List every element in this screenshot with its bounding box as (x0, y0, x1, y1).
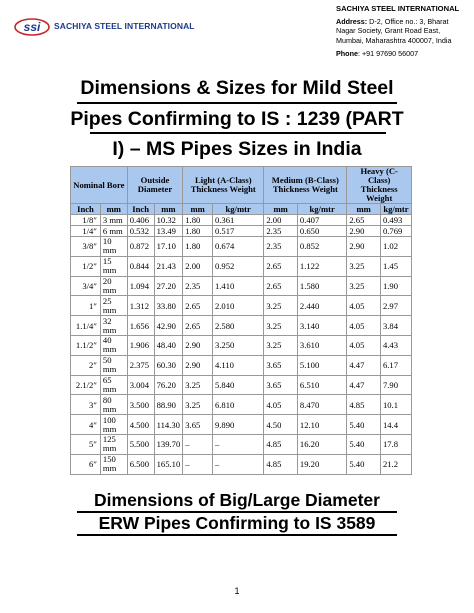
phone-value: : +91 97690 56007 (357, 48, 419, 58)
title-underline-1 (77, 102, 397, 104)
unit-header: kg/mtr (297, 204, 346, 215)
table-cell: 1.410 (212, 276, 263, 296)
logo-text: SACHIYA STEEL INTERNATIONAL (54, 21, 195, 31)
table-cell: 9.890 (212, 415, 263, 435)
table-cell: 2.97 (380, 296, 411, 316)
table-cell: 1.02 (380, 237, 411, 257)
header-outside-diameter: Outside Diameter (127, 167, 183, 204)
phone-row (336, 49, 471, 58)
table-cell: 2.65 (264, 276, 298, 296)
table-cell: 17.8 (380, 434, 411, 454)
table-cell: 1.90 (380, 276, 411, 296)
logo-mark-text: ssi (23, 20, 41, 34)
table-row (71, 415, 412, 435)
table-cell: 27.20 (154, 276, 183, 296)
table-cell: – (212, 434, 263, 454)
table-cell: 21.2 (380, 454, 411, 474)
table-cell: 88.90 (154, 395, 183, 415)
table-cell: 17.10 (154, 237, 183, 257)
table-cell: 3.25 (264, 335, 298, 355)
table-cell: 4.110 (212, 355, 263, 375)
unit-header: mm (264, 204, 298, 215)
table-cell: 1/4″ (71, 226, 101, 237)
table-cell: 3.65 (264, 375, 298, 395)
table-cell: 16.20 (297, 434, 346, 454)
table-row (71, 276, 412, 296)
table-cell: 0.532 (127, 226, 154, 237)
unit-header: mm (183, 204, 213, 215)
table-cell: 1.80 (183, 226, 213, 237)
table-cell: 3.25 (347, 256, 381, 276)
table-cell: 1.1/4″ (71, 316, 101, 336)
ssi-logo-icon (14, 16, 50, 38)
header-medium-class: Medium (B-Class) Thickness Weight (264, 167, 347, 204)
unit-header: mm (154, 204, 183, 215)
table-cell: 114.30 (154, 415, 183, 435)
table-cell: 10 mm (100, 237, 127, 257)
table-cell: 3.610 (297, 335, 346, 355)
table-cell: 2.010 (212, 296, 263, 316)
table-cell: 4.05 (264, 395, 298, 415)
table-cell: 4.47 (347, 355, 381, 375)
unit-header: kg/mtr (212, 204, 263, 215)
section-heading-line-2: ERW Pipes Confirming to IS 3589 (98, 513, 376, 533)
table-cell: 1.80 (183, 215, 213, 226)
table-cell: 4.47 (347, 375, 381, 395)
table-cell: 2.35 (183, 276, 213, 296)
table-cell: 42.90 (154, 316, 183, 336)
table-cell: 0.952 (212, 256, 263, 276)
table-cell: 150 mm (100, 454, 127, 474)
table-cell: 3″ (71, 395, 101, 415)
address-label: Address: (336, 17, 368, 27)
table-cell: 165.10 (154, 454, 183, 474)
title-underline-2 (90, 132, 386, 134)
table-cell: 65 mm (100, 375, 127, 395)
table-cell: 3.250 (212, 335, 263, 355)
table-cell: – (183, 434, 213, 454)
table-cell: 2.375 (127, 355, 154, 375)
table-cell: 6.810 (212, 395, 263, 415)
table-cell: 2.65 (347, 215, 381, 226)
table-cell: 33.80 (154, 296, 183, 316)
table-cell: 2.65 (264, 256, 298, 276)
unit-header: Inch (127, 204, 154, 215)
address-line-1: D-2, Office no.: 3, Bharat (367, 17, 449, 27)
table-row (71, 355, 412, 375)
table-row (71, 237, 412, 257)
table-cell: 5.840 (212, 375, 263, 395)
table-cell: 139.70 (154, 434, 183, 454)
table-cell: 6.17 (380, 355, 411, 375)
table-cell: 80 mm (100, 395, 127, 415)
table-cell: 1.1/2″ (71, 335, 101, 355)
company-logo (14, 16, 195, 38)
table-cell: 3.004 (127, 375, 154, 395)
address-line-2: Nagar Society, Grant Road East, (336, 26, 441, 36)
table-cell: 4″ (71, 415, 101, 435)
table-cell: 2″ (71, 355, 101, 375)
table-cell: 1.656 (127, 316, 154, 336)
table-cell: 21.43 (154, 256, 183, 276)
table-cell: 1/8″ (71, 215, 101, 226)
table-cell: 0.493 (380, 215, 411, 226)
page-title-line-2: Pipes Confirming to IS : 1239 (PART (70, 108, 404, 130)
page-number: 1 (234, 586, 240, 596)
table-cell: 4.500 (127, 415, 154, 435)
header-light-class: Light (A-Class) Thickness Weight (183, 167, 264, 204)
table-cell: 2.35 (264, 226, 298, 237)
table-row (71, 215, 412, 226)
table-row (71, 395, 412, 415)
table-cell: 2.00 (264, 215, 298, 226)
table-row (71, 335, 412, 355)
table-cell: 4.85 (347, 395, 381, 415)
table-cell: 0.361 (212, 215, 263, 226)
table-cell: 4.43 (380, 335, 411, 355)
table-cell: 4.85 (264, 434, 298, 454)
table-cell: 2.65 (183, 316, 213, 336)
table-cell: 50 mm (100, 355, 127, 375)
table-cell: 2.1/2″ (71, 375, 101, 395)
table-cell: 6.510 (297, 375, 346, 395)
table-cell: 5.40 (347, 415, 381, 435)
table-cell: 15 mm (100, 256, 127, 276)
page-title-line-1: Dimensions & Sizes for Mild Steel (80, 77, 394, 99)
table-row (71, 316, 412, 336)
table-cell: 3.25 (347, 276, 381, 296)
table-cell: 1.45 (380, 256, 411, 276)
table-cell: 0.844 (127, 256, 154, 276)
table-cell: 0.769 (380, 226, 411, 237)
table-cell: 1.580 (297, 276, 346, 296)
table-cell: 5.500 (127, 434, 154, 454)
table-cell: 7.90 (380, 375, 411, 395)
table-row (71, 226, 412, 237)
table-cell: 1/2″ (71, 256, 101, 276)
table-cell: 5″ (71, 434, 101, 454)
table-cell: 2.90 (183, 335, 213, 355)
table-cell: 3.65 (264, 355, 298, 375)
table-cell: 76.20 (154, 375, 183, 395)
table-cell: 2.90 (347, 226, 381, 237)
section-heading-line-1: Dimensions of Big/Large Diameter (94, 490, 380, 510)
table-cell: – (183, 454, 213, 474)
table-cell: 0.517 (212, 226, 263, 237)
table-cell: 100 mm (100, 415, 127, 435)
table-cell: 1.122 (297, 256, 346, 276)
table-cell: 0.872 (127, 237, 154, 257)
pipe-size-table-body (71, 215, 412, 475)
table-cell: 4.85 (264, 454, 298, 474)
table-cell: 1.094 (127, 276, 154, 296)
table-cell: 25 mm (100, 296, 127, 316)
table-cell: 6.500 (127, 454, 154, 474)
table-cell: 8.470 (297, 395, 346, 415)
table-cell: 0.406 (127, 215, 154, 226)
table-row (71, 256, 412, 276)
unit-header: mm (347, 204, 381, 215)
table-cell: 3.25 (183, 375, 213, 395)
company-name: SACHIYA STEEL INTERNATIONAL (336, 4, 460, 13)
unit-header: kg/mtr (380, 204, 411, 215)
table-cell: 2.440 (297, 296, 346, 316)
section-underline-2 (77, 534, 397, 536)
table-cell: 5.40 (347, 434, 381, 454)
table-cell: 19.20 (297, 454, 346, 474)
header-heavy-class: Heavy (C-Class) Thickness Weight (347, 167, 412, 204)
table-cell: 0.650 (297, 226, 346, 237)
table-cell: 10.32 (154, 215, 183, 226)
table-cell: 4.05 (347, 316, 381, 336)
table-row (71, 375, 412, 395)
table-cell: 3/8″ (71, 237, 101, 257)
table-cell: 14.4 (380, 415, 411, 435)
unit-header: mm (100, 204, 127, 215)
table-cell: – (212, 454, 263, 474)
table-cell: 1″ (71, 296, 101, 316)
table-cell: 10.1 (380, 395, 411, 415)
table-cell: 1.906 (127, 335, 154, 355)
table-cell: 2.90 (183, 355, 213, 375)
table-cell: 3.25 (264, 316, 298, 336)
table-cell: 3.25 (183, 395, 213, 415)
table-cell: 3.65 (183, 415, 213, 435)
table-cell: 32 mm (100, 316, 127, 336)
table-cell: 3.140 (297, 316, 346, 336)
table-cell: 6″ (71, 454, 101, 474)
table-cell: 2.580 (212, 316, 263, 336)
table-cell: 5.100 (297, 355, 346, 375)
unit-header: Inch (71, 204, 101, 215)
table-cell: 2.65 (183, 296, 213, 316)
table-cell: 125 mm (100, 434, 127, 454)
table-cell: 3.25 (264, 296, 298, 316)
table-cell: 3/4″ (71, 276, 101, 296)
address-row (336, 17, 471, 26)
table-cell: 40 mm (100, 335, 127, 355)
table-cell: 4.05 (347, 335, 381, 355)
table-cell: 6 mm (100, 226, 127, 237)
table-cell: 1.312 (127, 296, 154, 316)
table-row (71, 454, 412, 474)
phone-label: Phone (336, 48, 358, 58)
table-cell: 4.50 (264, 415, 298, 435)
table-cell: 2.90 (347, 237, 381, 257)
table-cell: 48.40 (154, 335, 183, 355)
table-row (71, 434, 412, 454)
table-row (71, 296, 412, 316)
header-nominal-bore: Nominal Bore (71, 167, 128, 204)
table-cell: 0.674 (212, 237, 263, 257)
table-cell: 0.407 (297, 215, 346, 226)
table-cell: 12.10 (297, 415, 346, 435)
pipe-size-table (70, 166, 412, 475)
page-title-line-3: I) – MS Pipes Sizes in India (112, 138, 362, 160)
table-cell: 3.500 (127, 395, 154, 415)
table-cell: 60.30 (154, 355, 183, 375)
table-cell: 3.84 (380, 316, 411, 336)
table-cell: 0.852 (297, 237, 346, 257)
table-cell: 13.49 (154, 226, 183, 237)
table-cell: 4.05 (347, 296, 381, 316)
table-cell: 20 mm (100, 276, 127, 296)
table-cell: 3 mm (100, 215, 127, 226)
table-cell: 5.40 (347, 454, 381, 474)
table-cell: 2.35 (264, 237, 298, 257)
address-line-3: Mumbai, Maharashtra 400007, India (336, 35, 452, 45)
table-cell: 2.00 (183, 256, 213, 276)
company-info (336, 4, 471, 58)
table-cell: 1.80 (183, 237, 213, 257)
